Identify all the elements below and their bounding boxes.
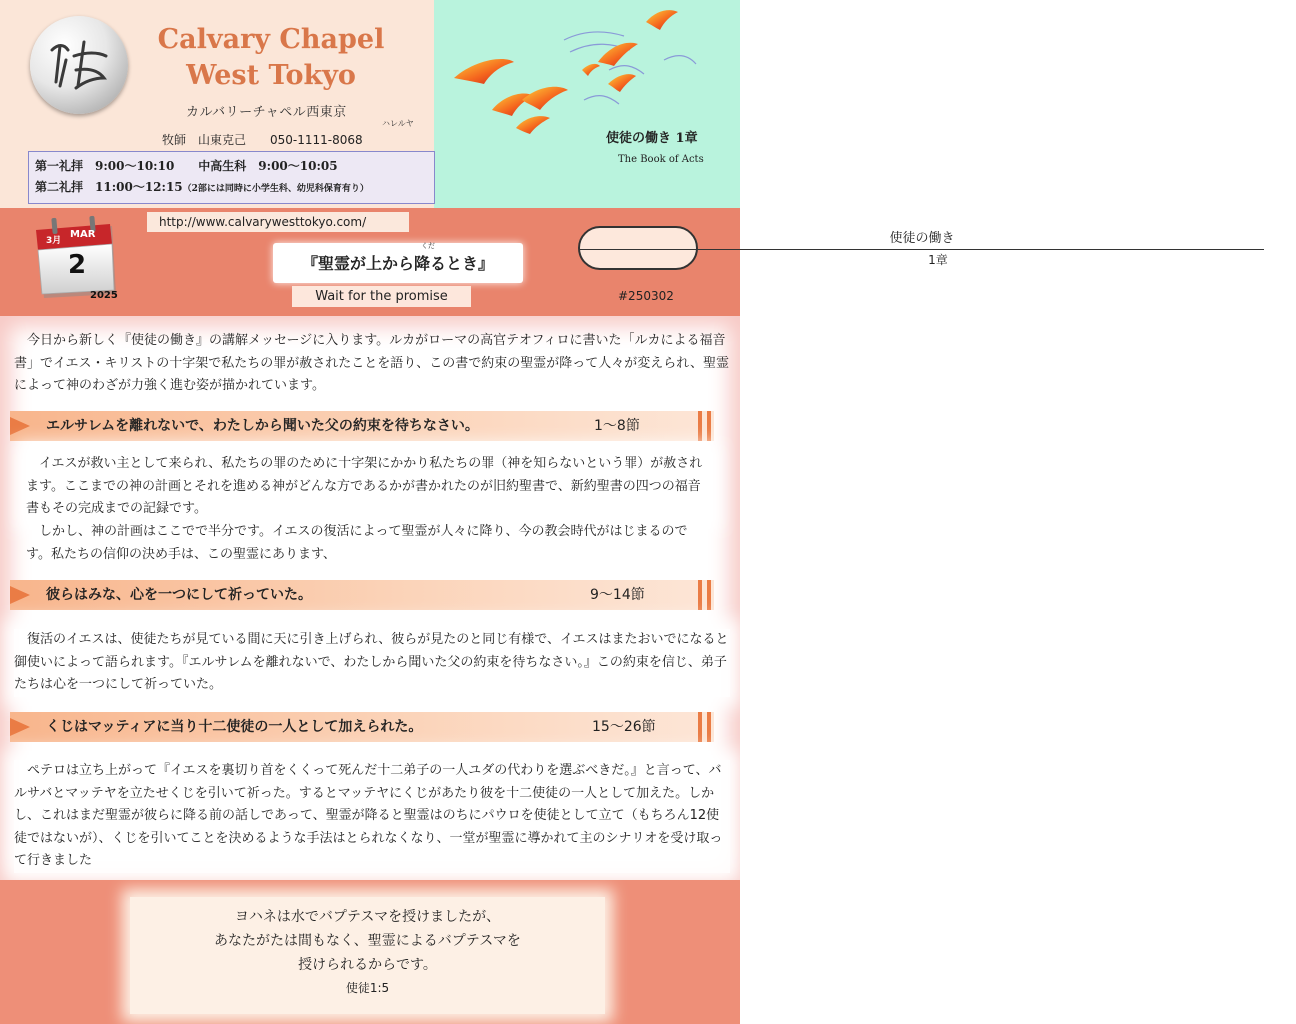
section-heading-1 [10,411,714,441]
arrow-icon [10,586,30,604]
section-1-paragraph-1: イエスが救い主として来られ、私たちの罪のために十字架にかかり私たちの罪（神を知らないという罪）が赦されます。ここまでの神の計画とそれを進める神がどんな方であるかが書かれたのが旧約聖書で、新約聖書の四つの福音書もその完成までの記録です。 [26,453,710,521]
bars-icon [698,580,714,610]
church-name [134,22,408,94]
sermon-subtitle: Wait for the promise [292,286,471,307]
section-3-paragraph: ペテロは立ち上がって『イエスを裏切り首をくくって死んだ十二弟子の一人ユダの代わりを選ぶべきだ。』と言って、バルサバとマッテヤを立たせくじを引いて祈った。するとマッテヤにくじがあたり彼を十二使徒の一人として加えた。しかし、これはまだ聖霊が彼らに降る前の話しであって、聖霊が降ると聖霊はのちにパウロを使徒として立て（もちろん12使徒ではないが）、くじを引いてことを決めるような手法はとられなくなり、一堂が聖霊に導かれて主のシナリオを受け取って行きました [14,760,730,873]
pastor-contact: 牧師 山東克己 050-1111-8068 [162,133,363,147]
calendar-icon [36,218,118,302]
fish-cross-logo-icon [30,16,128,114]
section-1-title: エルサレムを離れないで、わたしから聞いた父の約束を待ちなさい。 [46,418,479,434]
section-1-paragraph-2: しかし、神の計画はここでで半分です。イエスの復活によって聖霊が人々に降り、今の教会時代がはじまるのです。私たちの信仰の決め手は、この聖霊にあります、 [26,524,688,562]
bulletin-code: #250302 [618,289,674,303]
header-illustration [434,0,740,208]
section-heading-3 [10,712,714,742]
book-title: 使徒の働き 1章 [606,131,698,146]
section-2-paragraph: 復活のイエスは、使徒たちが見ている間に天に引き上げられ、彼らが見たのと同じ有様で、イエスはまたおいでになると御使いによって語られます。『エルサレムを離れないで、わたしから聞いた父の約束を待ちなさい。』この約束を信じ、弟子たちは心を一つにして祈っていた。 [14,629,730,697]
book-chapter-badge [578,226,955,270]
calendar-month-en: MAR [70,229,96,240]
verse-line-2: あなたがたは間もなく、聖霊によるバプテスマを [214,933,521,949]
section-2-title: 彼らはみな、心を一つにして祈っていた。 [46,587,312,603]
church-name-line2: West Tokyo [186,60,356,91]
church-name-jp: カルバリーチャペル西東京 [186,105,347,120]
arrow-icon [10,718,30,736]
section-1-verse: 1～8節 [594,418,640,434]
section-3-title: くじはマッティアに当り十二使徒の一人として加えられた。 [46,719,423,735]
service-times-box [28,151,435,204]
section-2-verse: 9～14節 [590,587,645,603]
memory-verse-box [130,897,605,1014]
arrow-icon [10,417,30,435]
bars-icon [698,411,714,441]
service-2-row [35,177,434,200]
service-1: 第一礼拝 9:00～10:10 中高生科 9:00～10:05 [35,159,338,173]
intro-paragraph: 今日から新しく『使徒の働き』の講解メッセージに入ります。ルカがローマの高官テオフィロに書いた「ルカによる福音書」でイエス・キリストの十字架で私たちの罪が赦されたことを語り、この書で約束の聖霊が降って人々が変えられ、聖霊によって神のわざが力強く進む姿が描かれています。 [14,333,730,393]
pastor-info [162,119,414,148]
calendar-year: 2025 [90,290,118,301]
section-heading-2 [10,580,714,610]
sermon-title-ruby: くだ [421,242,435,250]
verse-line-3: 授けられるからです。 [298,957,437,973]
book-subtitle: The Book of Acts [618,154,704,165]
sermon-title [273,243,523,283]
bars-icon [698,712,714,742]
sermon-title-text: 『聖霊が上から降るとき』 [301,254,494,273]
church-logo [30,16,128,114]
church-name-line1: Calvary Chapel [157,24,385,55]
flame-doves-illustration [434,0,740,208]
verse-line-1: ヨハネは水でバプテスマを授けましたが、 [234,909,501,925]
website-url[interactable]: http://www.calvarywesttokyo.com/ [147,212,409,232]
badge-chapter: 1章 [928,253,948,267]
badge-book: 使徒の働き [580,228,1264,250]
calendar-month-jp: 3月 [46,236,62,246]
verse-reference: 使徒1:5 [345,981,390,995]
service-2-note: （2部には同時に小学生科、幼児科保育有り） [182,184,369,194]
section-3-verse: 15～26節 [592,719,656,735]
service-2: 第二礼拝 11:00～12:15 [35,180,183,194]
calendar-day: 2 [68,250,87,280]
phone-ruby: ハレルヤ [382,119,414,128]
